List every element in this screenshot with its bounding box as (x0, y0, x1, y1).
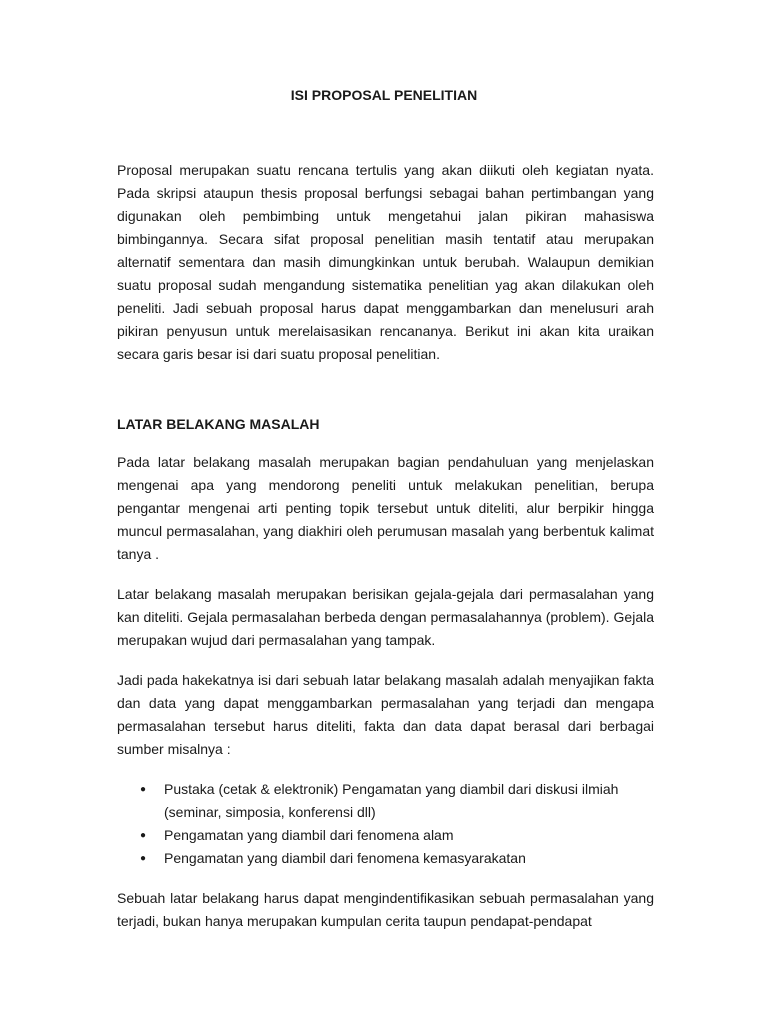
document-body (117, 159, 654, 933)
body-paragraph-1: Pada latar belakang masalah merupakan bagian pendahuluan yang menjelaskan mengenai apa yang mendorong peneliti untuk melakukan penelitian, berupa pengantar mengenai arti penting topik tersebut untuk diteliti, alur berpikir hingga muncul permasalahan, yang diakhiri oleh perumusan masalah yang berbentuk kalimat tanya . (117, 454, 654, 562)
list-item (117, 824, 654, 847)
spacer (117, 870, 654, 887)
spacer (117, 366, 654, 414)
document-title: ISI PROPOSAL PENELITIAN (290, 87, 478, 103)
section-heading: LATAR BELAKANG MASALAH (117, 416, 320, 432)
list-item (117, 778, 654, 824)
spacer (117, 761, 654, 778)
bullet-icon: ● (140, 853, 147, 864)
list-item-text: Pustaka (cetak & elektronik) Pengamatan yang diambil dari diskusi ilmiah (seminar, simposia, konferensi dll) (164, 781, 619, 820)
source-list (117, 778, 654, 870)
list-item-text: Pengamatan yang diambil dari fenomena kemasyarakatan (164, 850, 526, 866)
bullet-icon: ● (140, 830, 147, 841)
spacer (117, 652, 654, 669)
bullet-icon: ● (140, 784, 147, 795)
list-item-text: Pengamatan yang diambil dari fenomena alam (164, 827, 454, 843)
spacer (117, 434, 654, 451)
body-paragraph-2: Latar belakang masalah merupakan berisikan gejala-gejala dari permasalahan yang kan diteliti. Gejala permasalahan berbeda dengan permasalahannya (problem). Gejala merupakan wujud dari permasalahan yang tampak. (117, 586, 654, 648)
intro-paragraph: Proposal merupakan suatu rencana tertulis yang akan diikuti oleh kegiatan nyata. Pada skripsi ataupun thesis proposal berfungsi sebagai bahan pertimbangan yang digunakan oleh pembimbing untuk mengetahui jalan pikiran mahasiswa bimbingannya. Secara sifat proposal penelitian masih tentatif atau merupakan alternatif sementara dan masih dimungkinkan untuk berubah. Walaupun demikian suatu proposal sudah mengandung sistematika penelitian yag akan dilakukan oleh peneliti. Jadi sebuah proposal harus dapat menggambarkan dan menelusuri arah pikiran penyusun untuk merelaisasikan rencananya. Berikut ini akan kita uraikan secara garis besar isi dari suatu proposal penelitian. (117, 162, 654, 362)
body-paragraph-3: Jadi pada hakekatnya isi dari sebuah latar belakang masalah adalah menyajikan fakta dan data yang dapat menggambarkan permasalahan yang terjadi dan mengapa permasalahan tersebut harus diteliti, fakta dan data dapat berasal dari berbagai sumber misalnya : (117, 672, 654, 757)
list-item (117, 847, 654, 870)
body-paragraph-4: Sebuah latar belakang harus dapat mengindentifikasikan sebuah permasalahan yang terjadi, bukan hanya merupakan kumpulan cerita taupun pendapat-pendapat (117, 890, 654, 929)
spacer (117, 566, 654, 583)
